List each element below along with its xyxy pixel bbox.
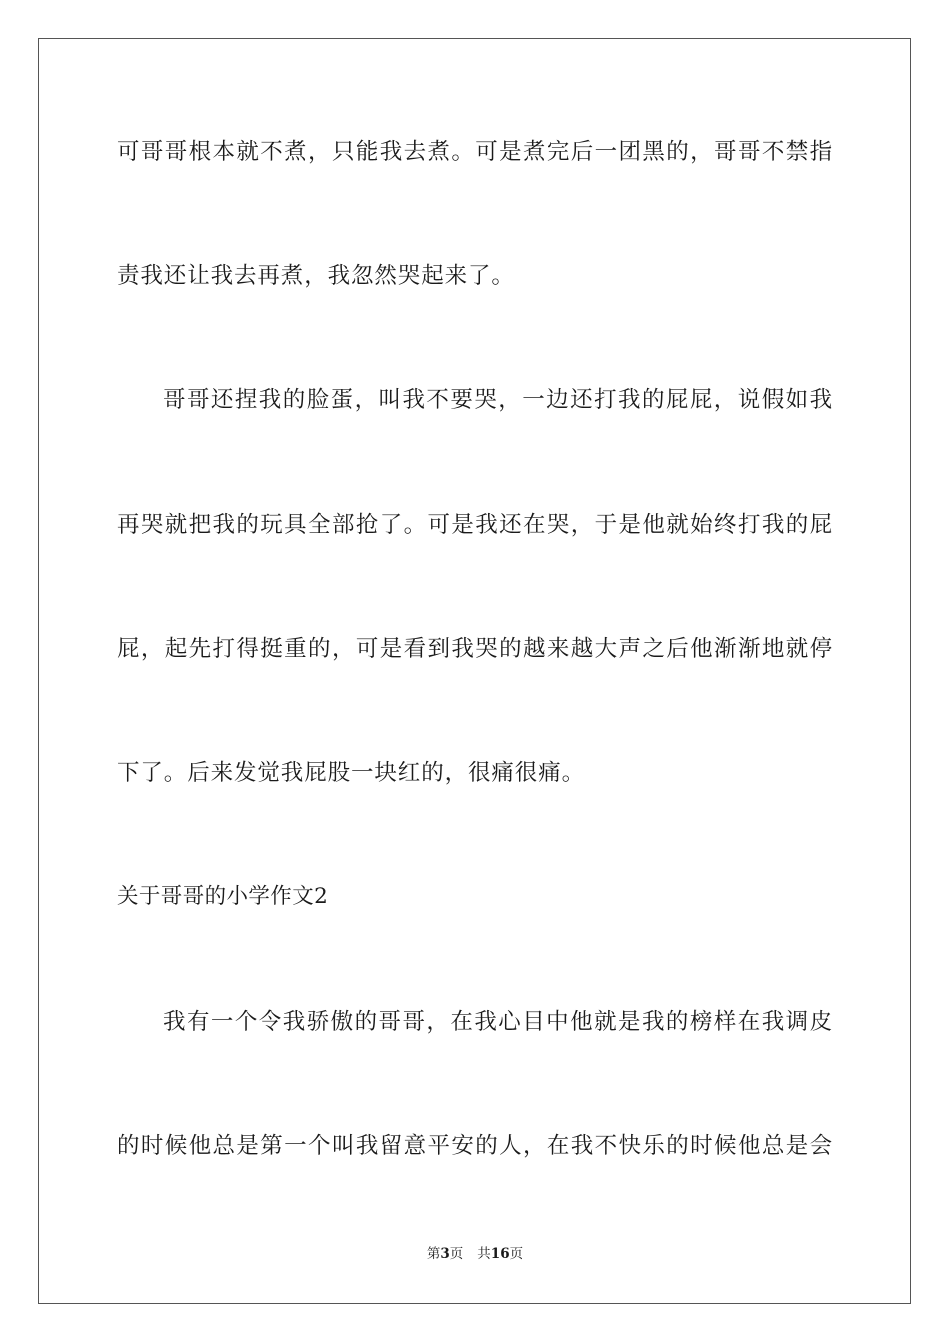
section-title: 关于哥哥的小学作文2	[117, 884, 329, 909]
page-footer	[0, 1244, 950, 1264]
body-text-line: 下了。后来发觉我屁股一块红的，很痛很痛。	[117, 760, 586, 786]
total-suffix: 页	[509, 1246, 524, 1262]
page-prefix: 第	[426, 1246, 441, 1262]
body-text-line: 责我还让我去再煮，我忽然哭起来了。	[117, 263, 515, 289]
body-text-line: 可哥哥根本就不煮，只能我去煮。可是煮完后一团黑的，哥哥不禁指	[117, 139, 833, 165]
total-prefix: 共	[477, 1246, 491, 1262]
body-text-line: 再哭就把我的玩具全部抢了。可是我还在哭，于是他就始终打我的屁	[117, 512, 833, 538]
page-number: 3	[440, 1246, 450, 1262]
body-text-line: 屁，起先打得挺重的，可是看到我哭的越来越大声之后他渐渐地就停	[117, 636, 833, 662]
page-suffix: 页	[449, 1246, 464, 1262]
total-pages: 16	[490, 1246, 510, 1262]
page-border	[38, 38, 911, 1304]
body-text-line: 我有一个令我骄傲的哥哥，在我心目中他就是我的榜样在我调皮	[163, 1009, 833, 1035]
body-text-line: 的时候他总是第一个叫我留意平安的人，在我不快乐的时候他总是会	[117, 1133, 833, 1159]
body-text-line: 哥哥还捏我的脸蛋，叫我不要哭，一边还打我的屁屁，说假如我	[163, 387, 833, 413]
